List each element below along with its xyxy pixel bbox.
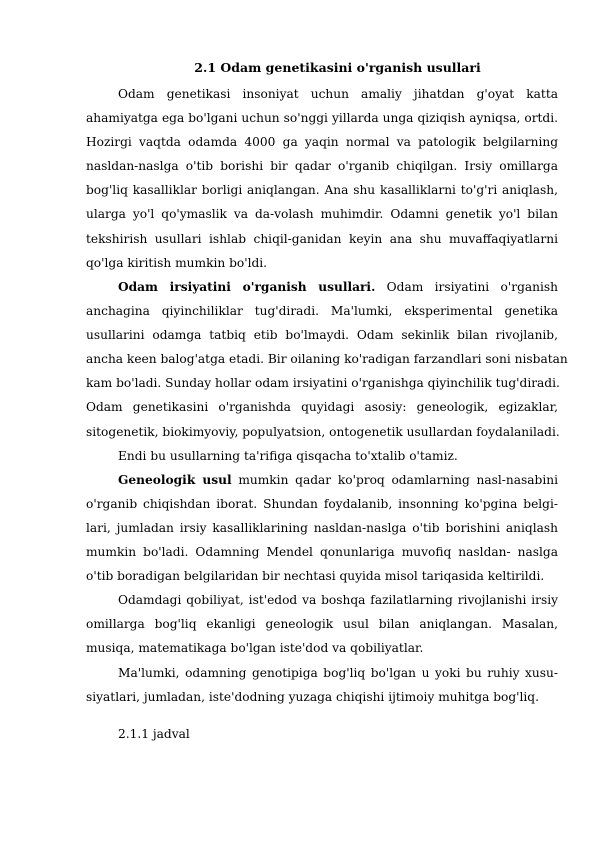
paragraph-lead: Geneologik usul [118, 473, 232, 487]
text-line: lari, jumladan irsiy kasalliklarining nasldan-naslga o'tib borishini aniqlash [86, 521, 558, 536]
text-line: siyatlari, jumladan, iste'dodning yuzaga chiqishi ijtimoiy muhitga bog'liq. [86, 690, 539, 705]
text-line: mumkin bo'ladi. Odamning Mendel qonunlariga muvofiq nasldan- naslga [86, 545, 558, 560]
section-title: 2.1 Odam genetikasini o'rganish usullari [194, 60, 481, 75]
text-line: musiqa, matematikaga bo'lgan iste'dod va qobiliyatlar. [86, 641, 424, 656]
text-line: omillarga bog'liq ekanligi geneologik usul bilan aniqlangan. Masalan, [86, 617, 558, 632]
text-line [118, 468, 558, 492]
text-line: o'rganib chiqishdan iborat. Shundan foydalanib, insonning ko'pgina belgi- [86, 497, 558, 512]
text-line: Odam genetikasini o'rganishda quyidagi asosiy: geneologik, egizaklar, [86, 400, 558, 415]
text-line: nasldan-naslga o'tib borishi bir qadar o'rganib chiqilgan. Irsiy omillarga [86, 159, 558, 174]
text-line: Hozirgi vaqtda odamda 4000 ga yaqin normal va patologik belgilarning [86, 135, 558, 150]
text-line: o'tib boradigan belgilaridan bir nechtasi quyida misol tariqasida keltirildi. [86, 569, 545, 584]
text-line: Odam genetikasi insoniyat uchun amaliy jihatdan g'oyat katta [118, 87, 558, 101]
text-line: Ma'lumki, odamning genotipiga bog'liq bo'lgan u yoki bu ruhiy xusu- [118, 666, 558, 680]
text-line: anchagina qiyinchiliklar tug'diradi. Ma'lumki, eksperimental genetika [86, 304, 558, 319]
text-line: qo'lga kiritish mumkin bo'ldi. [86, 255, 268, 270]
text-line: bog'liq kasalliklar borligi aniqlangan. Ana shu kasalliklarni to'g'ri aniqlash, [86, 183, 558, 198]
text-line: usullarini odamga tatbiq etib bo'lmaydi. Odam sekinlik bilan rivojlanib, [86, 328, 558, 343]
paragraph-intro [86, 82, 558, 275]
text-line: Endi bu usullarning ta'rifiga qisqacha to'xtalib o'tamiz. [118, 449, 458, 463]
text-line: tekshirish usullari ishlab chiqil-ganidan keyin ana shu muvaffaqiyatlarni [86, 231, 558, 246]
text-line: sitogenetik, biokimyoviy, populyatsion, ontogenetik usullardan foydalaniladi. [86, 424, 560, 439]
table-caption: 2.1.1 jadval [118, 727, 190, 741]
paragraph-genealogical [86, 468, 559, 588]
text-line: ularga yo'l qo'ymaslik va da-volash muhimdir. Odamni genetik yo'l bilan [86, 207, 558, 222]
paragraph-lead: Odam irsiyatini o'rganish usullari. [118, 280, 376, 294]
text-fragment: mumkin qadar ko'proq odamlarning nasl-nasabini [231, 473, 559, 487]
text-line: Odamdagi qobiliyat, ist'edod va boshqa fazilatlarning rivojlanishi irsiy [118, 593, 558, 607]
paragraph-environment [86, 661, 558, 709]
text-line [118, 275, 558, 299]
text-line: ahamiyatga ega bo'lgani uchun so'nggi yillarda unga qiziqish ayniqsa, ortdi. [86, 111, 558, 126]
text-line: ancha keen balog'atga etadi. Bir oilaning ko'radigan farzandlari soni nisbatan [86, 352, 568, 367]
paragraph-abilities [86, 588, 558, 660]
text-line: kam bo'ladi. Sunday hollar odam irsiyatini o'rganishga qiyinchilik tug'diradi. [86, 376, 560, 391]
paragraph-transition [118, 444, 558, 468]
paragraph-methods [86, 275, 568, 444]
text-fragment: Odam irsiyatini o'rganish [375, 280, 558, 294]
